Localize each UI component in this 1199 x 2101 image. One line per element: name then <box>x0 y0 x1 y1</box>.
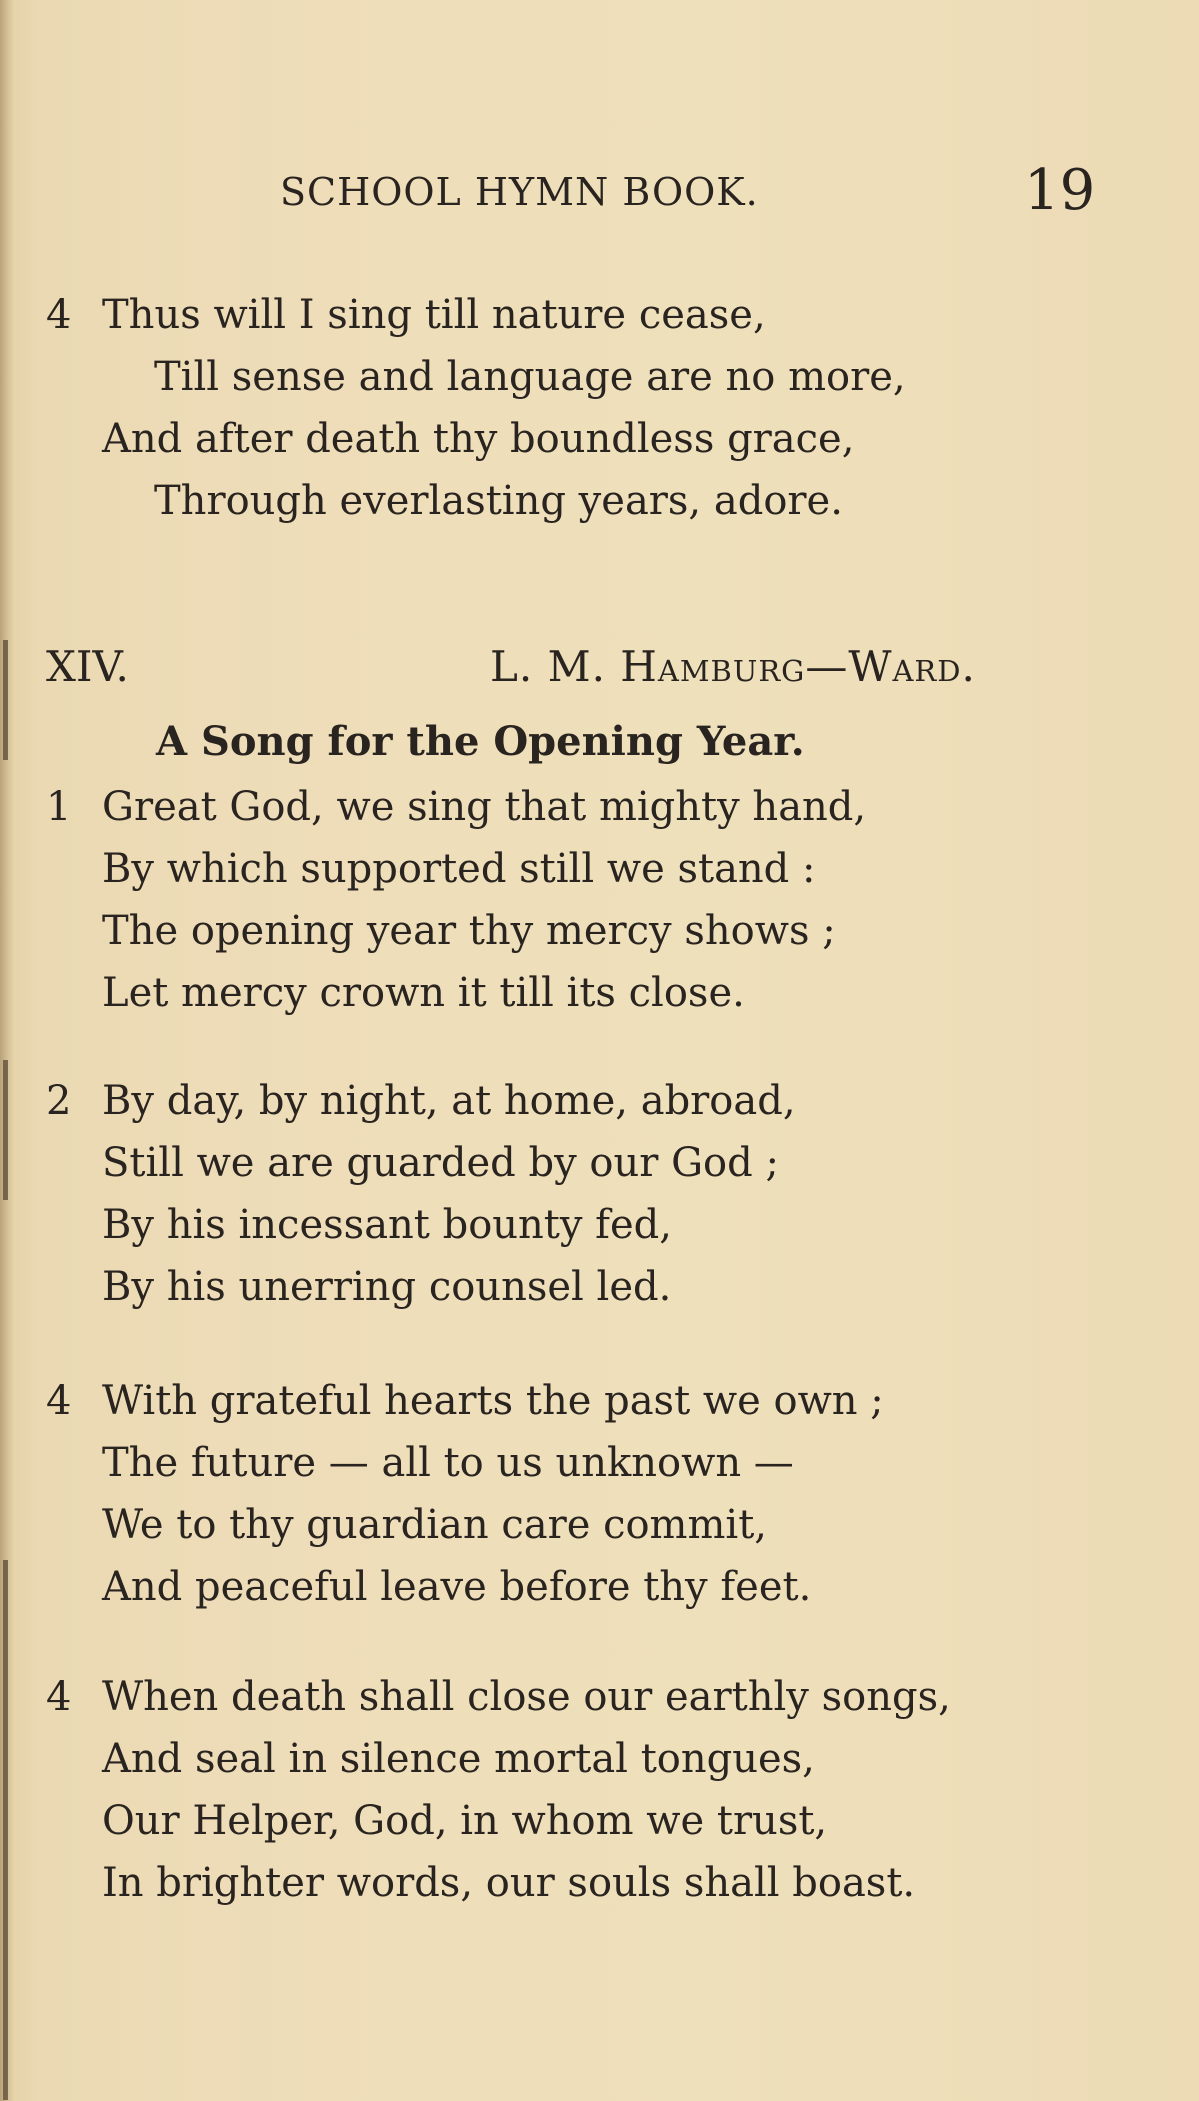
verse-line: By his unerring counsel led. <box>102 1264 672 1310</box>
stanza-number: 4 <box>46 1674 72 1720</box>
stanza-number: 4 <box>46 292 72 338</box>
verse-line: Through everlasting years, adore. <box>154 478 843 524</box>
binding-shadow <box>3 640 8 760</box>
binding-shadow <box>3 1060 8 1200</box>
verse-line: Great God, we sing that mighty hand, <box>102 784 867 830</box>
verse-line: And peaceful leave before thy feet. <box>102 1564 812 1610</box>
page-number: 19 <box>1024 158 1096 223</box>
verse-line: Till sense and language are no more, <box>154 354 906 400</box>
verse-line: When death shall close our earthly songs, <box>102 1674 951 1720</box>
binding-shadow <box>3 1560 8 2100</box>
hymn-number: XIV. <box>46 642 129 691</box>
verse-line: Let mercy crown it till its close. <box>102 970 745 1016</box>
verse-line: By which supported still we stand : <box>102 846 816 892</box>
verse-line: And seal in silence mortal tongues, <box>102 1736 815 1782</box>
verse-line: By day, by night, at home, abroad, <box>102 1078 796 1124</box>
running-title: SCHOOL HYMN BOOK. <box>280 170 759 214</box>
verse-line: In brighter words, our souls shall boast. <box>102 1860 916 1906</box>
stanza-number: 4 <box>46 1378 72 1424</box>
verse-line: We to thy guardian care commit, <box>102 1502 767 1548</box>
stanza-number: 1 <box>46 784 72 830</box>
verse-line: The opening year thy mercy shows ; <box>102 908 836 954</box>
verse-line: By his incessant bounty fed, <box>102 1202 672 1248</box>
verse-line: Thus will I sing till nature cease, <box>102 292 766 338</box>
verse-line: With grateful hearts the past we own ; <box>102 1378 884 1424</box>
stanza-number: 2 <box>46 1078 72 1124</box>
verse-line: Our Helper, God, in whom we trust, <box>102 1798 828 1844</box>
hymn-title: A Song for the Opening Year. <box>156 718 805 765</box>
verse-line: And after death thy boundless grace, <box>102 416 855 462</box>
meter-and-tune: L. M. Hamburg—Ward. <box>490 642 976 691</box>
verse-line: Still we are guarded by our God ; <box>102 1140 779 1186</box>
verse-line: The future — all to us unknown — <box>102 1440 794 1486</box>
